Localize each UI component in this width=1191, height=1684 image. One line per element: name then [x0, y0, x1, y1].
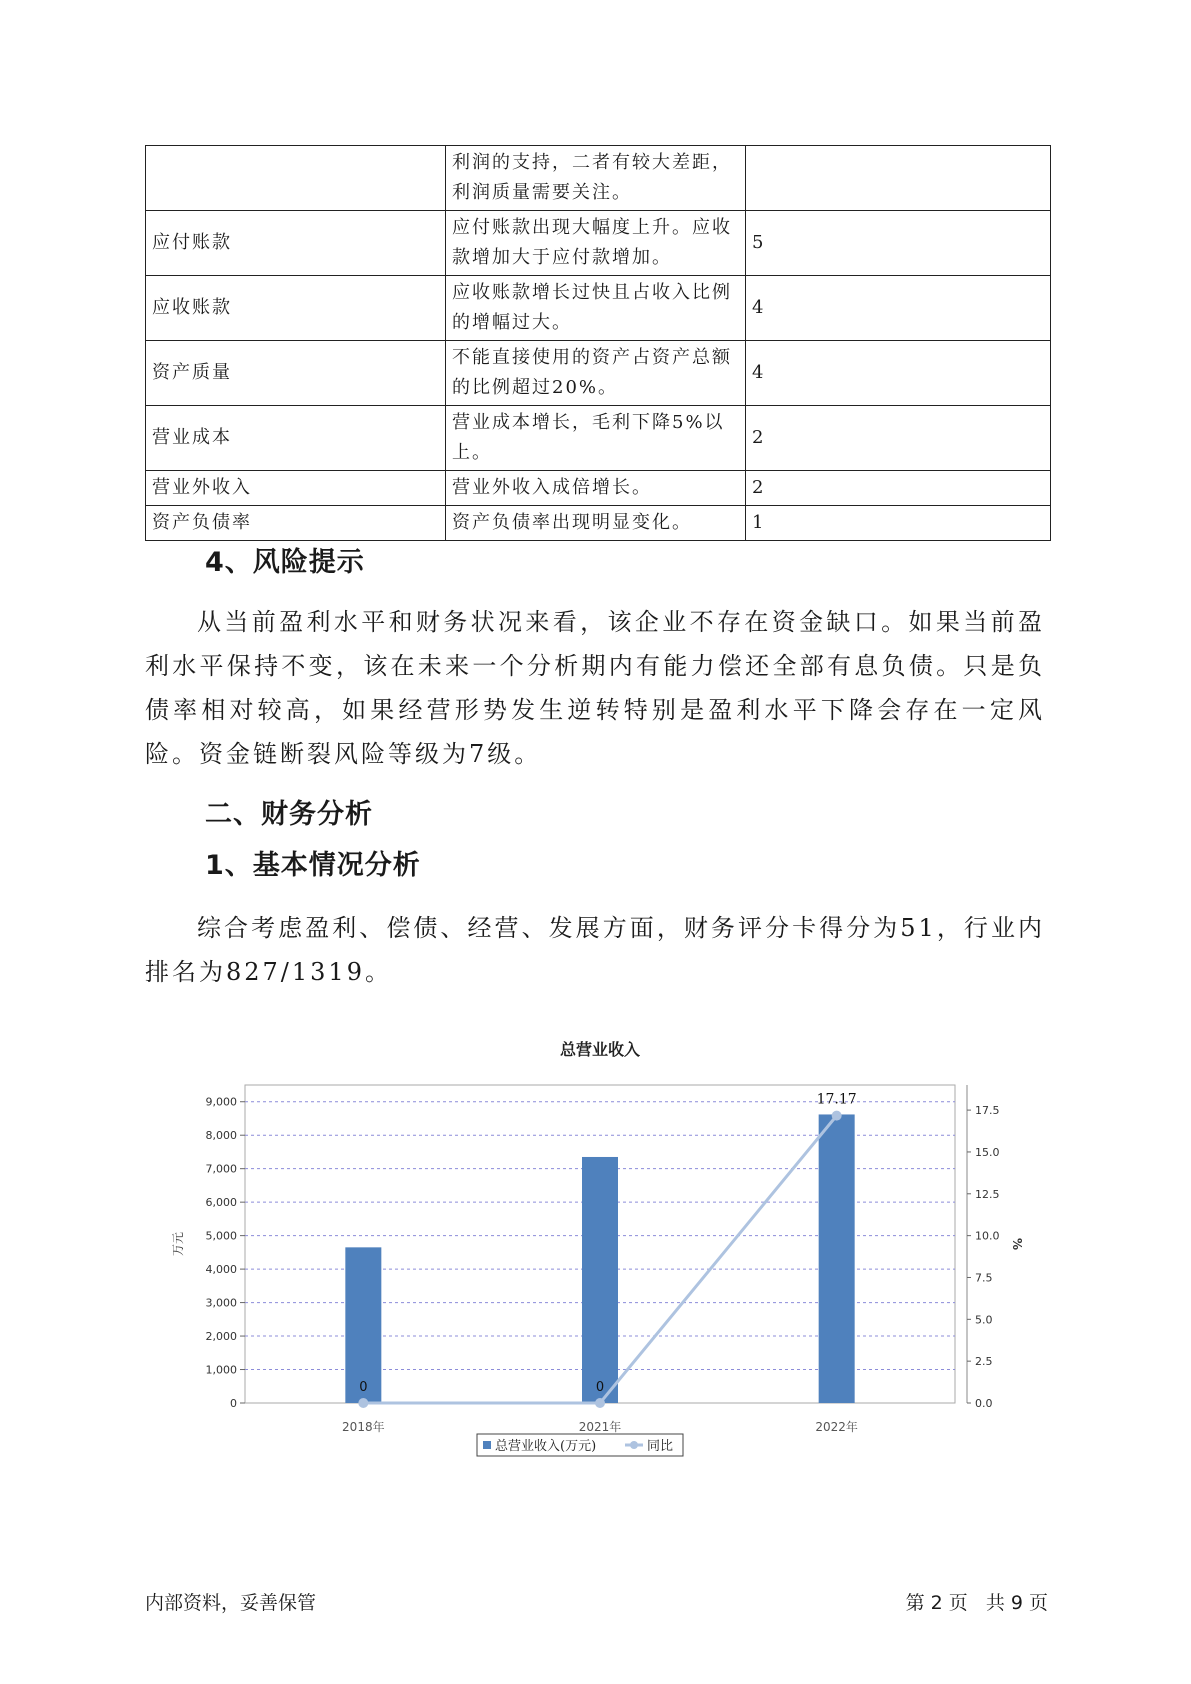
table-cell-desc: 应付账款出现大幅度上升。应收款增加大于应付款增加。	[446, 211, 746, 276]
legend-line-dot	[630, 1441, 638, 1449]
table-cell-desc: 不能直接使用的资产占资产总额的比例超过20%。	[446, 341, 746, 406]
yoy-point	[595, 1398, 605, 1408]
yoy-point	[832, 1111, 842, 1121]
yoy-point	[358, 1398, 368, 1408]
legend-line-label: 同比	[647, 1439, 674, 1454]
table-row	[146, 146, 1051, 211]
table-cell-item: 营业成本	[146, 406, 446, 471]
y-tick-label: 6,000	[205, 1196, 237, 1210]
y2-tick-label: 15.0	[975, 1145, 1000, 1159]
table-cell-desc: 应收账款增长过快且占收入比例的增幅过大。	[446, 276, 746, 341]
page-total: 9	[1010, 1592, 1023, 1614]
y2-tick-label: 0.0	[975, 1397, 993, 1410]
table-cell-score: 2	[746, 471, 1051, 506]
footer-page-number	[903, 1588, 1051, 1615]
table-cell-score: 5	[746, 211, 1051, 276]
table-cell-score: 4	[746, 341, 1051, 406]
table-cell-score: 1	[746, 506, 1051, 541]
revenue-chart	[170, 1020, 1040, 1480]
y-tick-label: 8,000	[205, 1129, 237, 1143]
y-tick-label: 3,000	[205, 1296, 237, 1310]
y2-tick-label: 17.5	[975, 1104, 1000, 1118]
revenue-chart-svg	[170, 1020, 1040, 1480]
legend-bar-label: 总营业收入(万元)	[495, 1439, 597, 1454]
y-tick-label: 1,000	[205, 1363, 237, 1377]
table-cell-score: 4	[746, 276, 1051, 341]
table-cell-item: 应付账款	[146, 211, 446, 276]
data-label: 0	[595, 1380, 605, 1395]
table-cell-item	[146, 146, 446, 211]
bar	[819, 1114, 855, 1403]
table-cell-item: 应收账款	[146, 276, 446, 341]
table-cell-desc: 资产负债率出现明显变化。	[446, 506, 746, 541]
table-cell-score: 2	[746, 406, 1051, 471]
chart-title: 总营业收入	[559, 1040, 641, 1059]
table-cell-desc: 利润的支持，二者有较大差距，利润质量需要关注。	[446, 146, 746, 211]
table-cell-item: 营业外收入	[146, 471, 446, 506]
table-cell-item: 资产质量	[146, 341, 446, 406]
bar	[582, 1157, 618, 1403]
table-row	[146, 406, 1051, 471]
table-row	[146, 341, 1051, 406]
basic-heading: 1、基本情况分析	[205, 850, 421, 881]
page-current: 2	[930, 1592, 943, 1614]
y-tick-label: 5,000	[205, 1229, 237, 1243]
risk-heading: 4、风险提示	[205, 547, 365, 578]
y2-tick-label: 2.5	[975, 1355, 993, 1369]
footer-confidential: 内部资料，妥善保管	[145, 1592, 317, 1614]
table-cell-item: 资产负债率	[146, 506, 446, 541]
finance-heading: 二、财务分析	[205, 799, 373, 830]
total-suffix: 页	[1028, 1592, 1048, 1614]
y2-axis-label: %	[1010, 1237, 1024, 1251]
data-label: 0	[359, 1380, 368, 1395]
y2-tick-label: 7.5	[975, 1271, 993, 1285]
y-tick-label: 7,000	[205, 1162, 237, 1176]
y2-tick-label: 12.5	[975, 1187, 1000, 1201]
y-tick-label: 4,000	[205, 1263, 237, 1277]
table-row	[146, 276, 1051, 341]
table-cell-score	[746, 146, 1051, 211]
table-cell-desc: 营业成本增长，毛利下降5%以上。	[446, 406, 746, 471]
table-row	[146, 211, 1051, 276]
table-row	[146, 506, 1051, 541]
total-prefix: 共	[985, 1592, 1005, 1614]
x-tick-label: 2018年	[342, 1420, 385, 1434]
y2-tick-label: 10.0	[975, 1229, 1000, 1243]
data-label: 17.17	[816, 1091, 857, 1108]
risk-table	[145, 145, 1051, 541]
basic-paragraph: 综合考虑盈利、偿债、经营、发展方面，财务评分卡得分为51，行业内排名为827/1319。	[145, 914, 1045, 986]
table-cell-desc: 营业外收入成倍增长。	[446, 471, 746, 506]
table-row	[146, 471, 1051, 506]
page-prefix: 第	[905, 1592, 925, 1614]
page-mid: 页	[948, 1592, 968, 1614]
y-tick-label: 2,000	[205, 1330, 237, 1344]
x-tick-label: 2021年	[578, 1420, 622, 1434]
risk-paragraph: 从当前盈利水平和财务状况来看，该企业不存在资金缺口。如果当前盈利水平保持不变，该在未来一个分析期内有能力偿还全部有息负债。只是负债率相对较高，如果经营形势发生逆转特别是盈利水平下降会存在一定风险。资金链断裂风险等级为7级。	[145, 608, 1045, 768]
legend-bar-swatch	[483, 1441, 491, 1449]
x-tick-label: 2022年	[815, 1420, 858, 1434]
y-tick-label: 9,000	[205, 1095, 237, 1109]
y-tick-label: 0	[230, 1397, 237, 1410]
y2-tick-label: 5.0	[975, 1313, 993, 1327]
y-axis-label: 万元	[171, 1231, 185, 1257]
